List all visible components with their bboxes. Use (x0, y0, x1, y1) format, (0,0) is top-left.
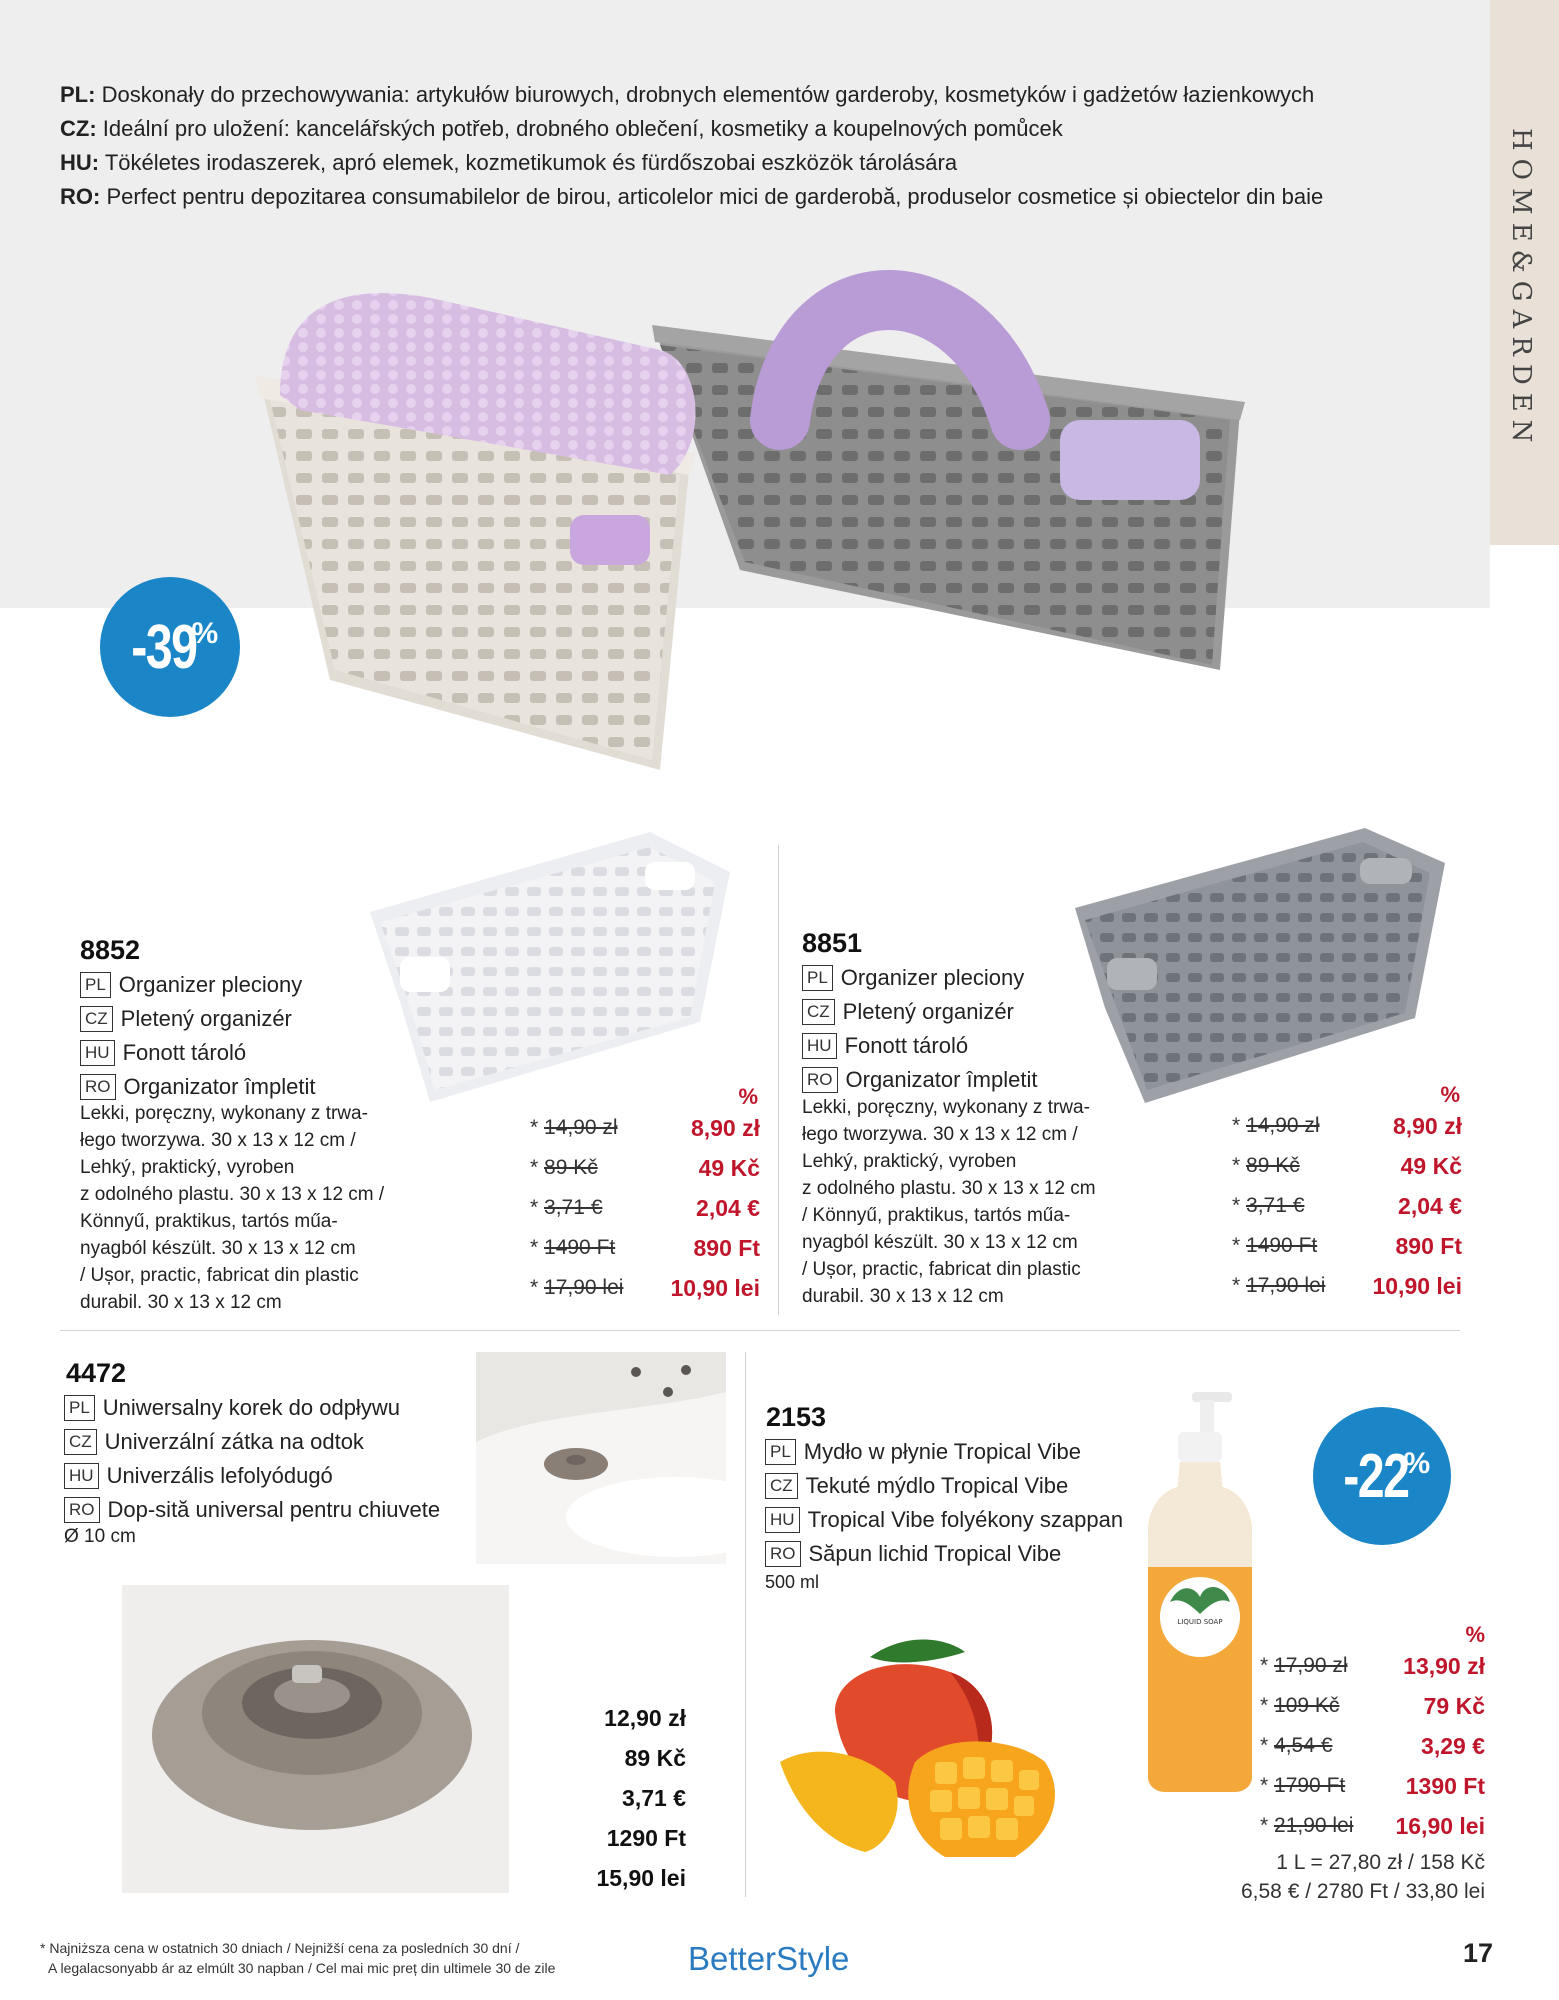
price-row (1260, 1646, 1485, 1686)
product-8852-code: 8852 (80, 935, 141, 965)
price-row (1232, 1186, 1462, 1226)
price-row (1232, 1106, 1462, 1146)
column-divider (778, 845, 779, 1315)
price-row (530, 1108, 760, 1148)
old-price-value: 14,90 zł (544, 1116, 618, 1139)
old-price-value: 21,90 lei (1274, 1814, 1354, 1837)
product-4472-name-pl (64, 1391, 440, 1425)
new-price: 2,04 € (696, 1194, 760, 1221)
lang-tag-ro: RO (802, 1067, 838, 1093)
old-price: * 109 Kč (1260, 1694, 1340, 1717)
old-price-value: 17,90 lei (1246, 1274, 1326, 1297)
product-4472-name-cz-text: Univerzální zátka na odtok (104, 1429, 364, 1454)
new-price: 8,90 zł (1392, 1112, 1462, 1139)
lang-tag-hu: HU (80, 1040, 115, 1066)
old-price-value: 3,71 € (544, 1196, 603, 1219)
old-price-value: 4,54 € (1274, 1734, 1333, 1757)
price-row (1260, 1686, 1485, 1726)
product-2153-code: 2153 (766, 1402, 827, 1432)
lang-tag-hu: HU (64, 1463, 99, 1489)
product-8851-desc-line: Lekki, poręczny, wykonany z trwa- (802, 1097, 1090, 1118)
product-8852-desc-line: / Ușor, practic, fabricat din plastic (80, 1265, 359, 1286)
product-2153-unit-price (1180, 1848, 1485, 1906)
new-price: 79 Kč (1423, 1692, 1485, 1719)
old-price-value: 1490 Ft (1246, 1234, 1318, 1257)
product-8851-description (802, 1094, 1152, 1310)
product-8852-image (370, 822, 735, 1107)
old-price: * 4,54 € (1260, 1734, 1333, 1757)
unit-price-line: 1 L = 27,80 zł / 158 Kč (1276, 1851, 1485, 1874)
old-price: * 3,71 € (1232, 1194, 1305, 1217)
lang-tag-ro: RO (80, 1074, 116, 1100)
product-8851-desc-line: nyagból készült. 30 x 13 x 12 cm (802, 1232, 1078, 1253)
new-price: 2,04 € (1398, 1192, 1462, 1219)
percent-column-header: % (1440, 1082, 1460, 1107)
section-divider (60, 1330, 1460, 1331)
intro-text-cz: Ideální pro uložení: kancelářských potřeb, drobného oblečení, kosmetiky a koupelnových pomůcek (96, 116, 1063, 141)
product-2153-name-cz-text: Tekuté mýdlo Tropical Vibe (805, 1473, 1069, 1498)
lang-tag-hu: HU (802, 1033, 837, 1059)
product-8852-desc-line: łego tworzywa. 30 x 13 x 12 cm / (80, 1130, 356, 1151)
product-8852-description (80, 1100, 430, 1316)
price-row (1260, 1806, 1485, 1846)
product-2153-name-pl-text: Mydło w płynie Tropical Vibe (803, 1439, 1081, 1464)
price-row (1232, 1146, 1462, 1186)
product-8851-name-pl (802, 961, 1037, 995)
product-8851-name-cz (802, 995, 1037, 1029)
lang-tag-cz: CZ (765, 1473, 798, 1499)
footnote-line: A legalacsonyabb ár az elmúlt 30 napban / Cel mai mic preț din ultimele 30 de zile (48, 1960, 556, 1976)
new-price: 890 Ft (1395, 1232, 1462, 1259)
product-8852-desc-line: z odolného plastu. 30 x 13 x 12 cm / (80, 1184, 385, 1205)
price-row (530, 1228, 760, 1268)
footnote-line: * Najniższa cena w ostatnich 30 dniach / Nejnižší cena za posledních 30 dní / (40, 1940, 520, 1956)
old-price: * 89 Kč (1232, 1154, 1300, 1177)
product-8852-name-ro (80, 1070, 315, 1104)
product-8852-desc-line: nyagból készült. 30 x 13 x 12 cm (80, 1238, 356, 1259)
soap-bottle-label: LIQUID SOAP (1177, 1618, 1223, 1626)
intro-line-hu (60, 146, 1460, 180)
column-divider (745, 1352, 746, 1897)
product-2153-prices (1260, 1620, 1485, 1852)
price: 12,90 zł (604, 1705, 686, 1731)
product-2153-name-ro-text: Săpun lichid Tropical Vibe (808, 1541, 1062, 1566)
lang-tag-pl: PL (64, 1395, 95, 1421)
product-8851-code: 8851 (802, 928, 863, 958)
product-2153-names (765, 1435, 1123, 1571)
new-price: 49 Kč (1400, 1152, 1462, 1179)
product-4472-name-ro-text: Dop-sită universal pentru chiuvete (107, 1497, 441, 1522)
price-row (1260, 1726, 1485, 1766)
new-price: 1390 Ft (1405, 1772, 1485, 1799)
intro-lang-cz: CZ: (60, 116, 97, 141)
product-4472-size: Ø 10 cm (64, 1526, 136, 1547)
product-8851-name-ro-text: Organizator împletit (845, 1067, 1038, 1092)
product-4472-name-hu-text: Univerzális lefolyódugó (106, 1463, 333, 1488)
intro-line-cz (60, 112, 1460, 146)
old-price-value: 17,90 lei (544, 1276, 624, 1299)
intro-text-hu: Tökéletes irodaszerek, apró elemek, kozmetikumok és fürdőszobai eszközök tárolására (99, 150, 958, 175)
lang-tag-hu: HU (765, 1507, 800, 1533)
lowest-price-footnote (40, 1938, 555, 1978)
discount-badge-soap-value: -22 (1343, 1441, 1409, 1511)
soap-bottle-image (1140, 1392, 1260, 1792)
lang-tag-pl: PL (80, 972, 111, 998)
old-price: * 17,90 zł (1260, 1654, 1348, 1677)
intro-lang-ro: RO: (60, 184, 101, 209)
price: 15,90 lei (596, 1865, 686, 1891)
product-8852-desc-line: Lekki, poręczny, wykonany z trwa- (80, 1103, 368, 1124)
product-8852-name-pl-text: Organizer pleciony (118, 972, 303, 997)
price-row (530, 1148, 760, 1188)
price: 89 Kč (624, 1745, 686, 1771)
mango-image (775, 1632, 1105, 1867)
intro-text-ro: Perfect pentru depozitarea consumabilelor de birou, articolelor mici de garderobă, produselor cosmetice și obiectelor din baie (100, 184, 1324, 209)
old-price-value: 1490 Ft (544, 1236, 616, 1259)
product-8851-prices (1232, 1080, 1462, 1310)
discount-badge-soap-percent: % (1403, 1447, 1431, 1480)
discount-badge-hero-percent: % (191, 617, 219, 650)
product-8851-name-cz-text: Pletený organizér (842, 999, 1014, 1024)
product-8852-name-cz (80, 1002, 315, 1036)
product-8852-desc-line: Lehký, praktický, vyroben (80, 1157, 295, 1178)
price-row (1232, 1266, 1462, 1306)
product-8851-desc-line: durabil. 30 x 13 x 12 cm (802, 1286, 1004, 1307)
sink-stopper-in-tub-image (476, 1352, 726, 1564)
old-price-value: 3,71 € (1246, 1194, 1305, 1217)
discount-badge-hero-value: -39 (131, 612, 197, 682)
old-price-value: 17,90 zł (1274, 1654, 1348, 1677)
old-price-value: 14,90 zł (1246, 1114, 1320, 1137)
product-8852-prices (530, 1082, 760, 1312)
product-8851-desc-line: / Ușor, practic, fabricat din plastic (802, 1259, 1081, 1280)
old-price-value: 109 Kč (1274, 1694, 1340, 1717)
hero-baskets-image (240, 270, 1300, 790)
intro-lang-pl: PL: (60, 82, 96, 107)
product-4472-name-cz (64, 1425, 440, 1459)
lang-tag-pl: PL (765, 1439, 796, 1465)
section-tab-label: HOME&GARDEN (1506, 128, 1536, 451)
product-8851-desc-line: z odolného plastu. 30 x 13 x 12 cm (802, 1178, 1096, 1199)
new-price: 16,90 lei (1395, 1812, 1485, 1839)
old-price-value: 89 Kč (544, 1156, 598, 1179)
lang-tag-pl: PL (802, 965, 833, 991)
product-8852-name-hu-text: Fonott tároló (122, 1040, 247, 1065)
lang-tag-ro: RO (64, 1497, 100, 1523)
product-8852-name-pl (80, 968, 315, 1002)
product-8851-names (802, 961, 1037, 1097)
old-price: * 1790 Ft (1260, 1774, 1346, 1797)
new-price: 3,29 € (1421, 1732, 1485, 1759)
old-price: * 14,90 zł (1232, 1114, 1320, 1137)
product-8851-image (1075, 828, 1450, 1108)
product-8851-desc-line: / Könnyű, praktikus, tartós műa- (802, 1205, 1071, 1226)
intro-lang-hu: HU: (60, 150, 100, 175)
price-row (530, 1268, 760, 1308)
product-8851-desc-line: łego tworzywa. 30 x 13 x 12 cm / (802, 1124, 1078, 1145)
product-8851-name-ro (802, 1063, 1037, 1097)
betterstyle-logo: BetterStyle (688, 1940, 850, 1977)
product-2153-name-pl (765, 1435, 1123, 1469)
price-row (1260, 1766, 1485, 1806)
discount-badge-soap (1313, 1407, 1451, 1545)
percent-column-header: % (738, 1084, 758, 1109)
product-8851-name-hu-text: Fonott tároló (844, 1033, 969, 1058)
product-8852-desc-line: Könnyű, praktikus, tartós műa- (80, 1211, 338, 1232)
product-4472-prices (560, 1698, 686, 1898)
price-row (1232, 1226, 1462, 1266)
product-8851-name-pl-text: Organizer pleciony (840, 965, 1025, 990)
page-number: 17 (1463, 1938, 1494, 1968)
price-row (530, 1188, 760, 1228)
old-price-value: 1790 Ft (1274, 1774, 1346, 1797)
old-price: * 17,90 lei (530, 1276, 624, 1299)
sink-stopper-closeup-image (122, 1585, 509, 1893)
lang-tag-cz: CZ (64, 1429, 97, 1455)
new-price: 10,90 lei (670, 1274, 760, 1301)
new-price: 13,90 zł (1403, 1652, 1485, 1679)
product-4472-name-pl-text: Uniwersalny korek do odpływu (102, 1395, 400, 1420)
old-price: * 21,90 lei (1260, 1814, 1354, 1837)
intro-text-pl: Doskonały do przechowywania: artykułów biurowych, drobnych elementów garderoby, kosmetyków i gadżetów łazienkowych (95, 82, 1315, 107)
intro-line-ro (60, 180, 1460, 214)
product-8852-names (80, 968, 315, 1104)
product-4472-names (64, 1391, 440, 1527)
product-4472-code: 4472 (66, 1358, 127, 1388)
product-2153-name-hu-text: Tropical Vibe folyékony szappan (807, 1507, 1124, 1532)
lang-tag-cz: CZ (80, 1006, 113, 1032)
product-2153-name-cz (765, 1469, 1123, 1503)
old-price: * 89 Kč (530, 1156, 598, 1179)
old-price: * 14,90 zł (530, 1116, 618, 1139)
new-price: 8,90 zł (690, 1114, 760, 1141)
new-price: 890 Ft (693, 1234, 760, 1261)
product-8852-desc-line: durabil. 30 x 13 x 12 cm (80, 1292, 282, 1313)
product-8852-name-hu (80, 1036, 315, 1070)
product-2153-name-ro (765, 1537, 1123, 1571)
intro-line-pl (60, 78, 1460, 112)
product-2153-name-hu (765, 1503, 1123, 1537)
price: 1290 Ft (606, 1825, 686, 1851)
old-price-value: 89 Kč (1246, 1154, 1300, 1177)
old-price: * 1490 Ft (1232, 1234, 1318, 1257)
product-4472-name-hu (64, 1459, 440, 1493)
intro-text (60, 78, 1460, 214)
percent-column-header: % (1465, 1622, 1485, 1647)
product-8851-desc-line: Lehký, praktický, vyroben (802, 1151, 1017, 1172)
product-2153-volume: 500 ml (765, 1572, 820, 1592)
product-8852-name-cz-text: Pletený organizér (120, 1006, 292, 1031)
product-4472-name-ro (64, 1493, 440, 1527)
old-price: * 17,90 lei (1232, 1274, 1326, 1297)
product-8852-name-ro-text: Organizator împletit (123, 1074, 316, 1099)
unit-price-line: 6,58 € / 2780 Ft / 33,80 lei (1240, 1880, 1485, 1903)
new-price: 49 Kč (698, 1154, 760, 1181)
old-price: * 1490 Ft (530, 1236, 616, 1259)
discount-badge-hero (100, 577, 240, 717)
product-8851-name-hu (802, 1029, 1037, 1063)
lang-tag-ro: RO (765, 1541, 801, 1567)
new-price: 10,90 lei (1372, 1272, 1462, 1299)
lang-tag-cz: CZ (802, 999, 835, 1025)
old-price: * 3,71 € (530, 1196, 603, 1219)
price: 3,71 € (622, 1785, 686, 1811)
